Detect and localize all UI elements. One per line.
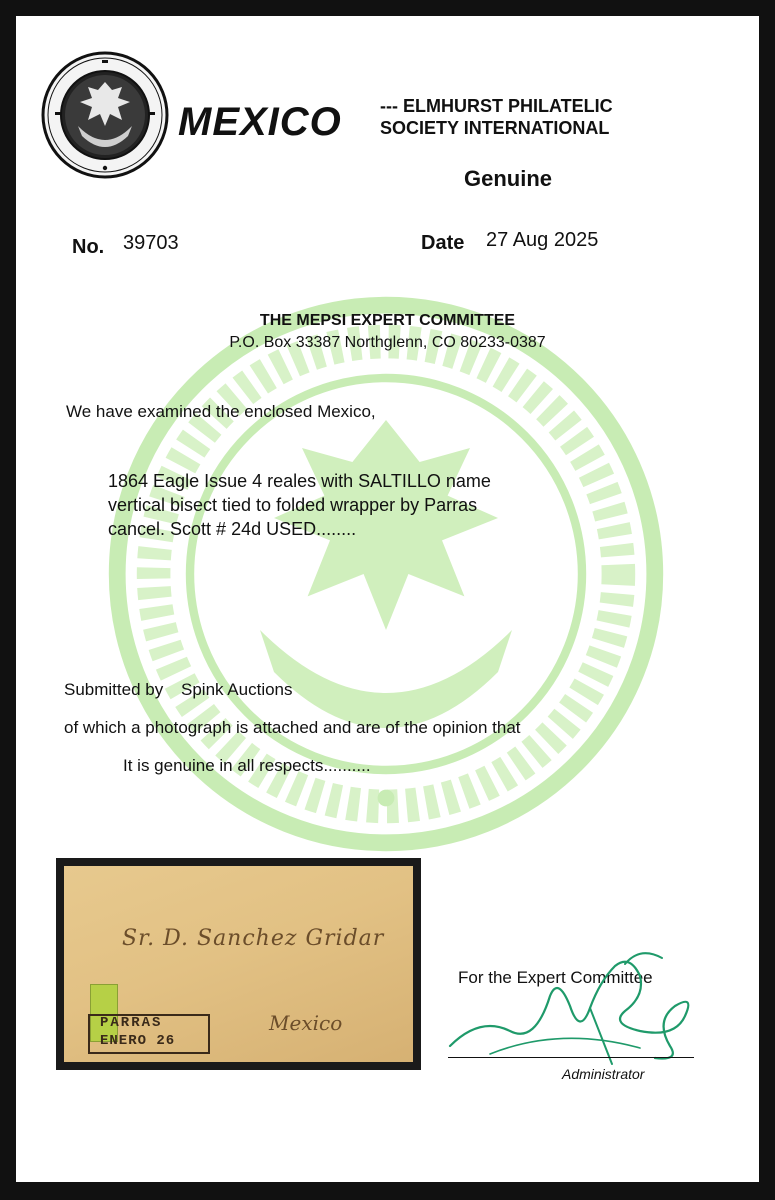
committee-address: P.O. Box 33387 Northglenn, CO 80233-0387 (229, 334, 546, 351)
society-name (380, 95, 613, 139)
signer-title: Administrator (562, 1066, 645, 1082)
certificate (16, 16, 759, 1182)
wrapper-address-line2: Mexico (269, 1011, 343, 1035)
for-committee-label: For the Expert Committee (458, 968, 653, 987)
handwritten-signature (440, 936, 710, 1076)
photo-statement: of which a photograph is attached and are of the opinion that (64, 718, 521, 737)
signature-line (448, 1057, 694, 1058)
submitted-by-label: Submitted by (64, 680, 164, 699)
country-title: MEXICO (178, 100, 342, 144)
society-seal-logo (40, 50, 170, 180)
submitter-name: Spink Auctions (181, 680, 293, 699)
society-name-line2: SOCIETY INTERNATIONAL (380, 118, 610, 138)
certificate-number-label: No. (72, 236, 105, 258)
item-description (108, 469, 491, 541)
opinion-heading: Genuine (464, 166, 553, 191)
folded-wrapper (64, 866, 413, 1062)
description-line: vertical bisect tied to folded wrapper by Parras (108, 495, 478, 515)
certificate-date: 27 Aug 2025 (486, 229, 599, 251)
description-line: 1864 Eagle Issue 4 reales with SALTILLO name (108, 471, 491, 491)
date-label: Date (421, 232, 465, 254)
cancel-town: PARRAS (100, 1015, 163, 1031)
cancel-date: ENERO 26 (100, 1033, 176, 1049)
examined-statement: We have examined the enclosed Mexico, (66, 402, 376, 421)
description-line: cancel. Scott # 24d USED........ (108, 519, 357, 539)
society-name-line1: --- ELMHURST PHILATELIC (380, 96, 613, 116)
conclusion-statement: It is genuine in all respects.......... (123, 756, 371, 775)
committee-name: THE MEPSI EXPERT COMMITTEE (259, 312, 516, 329)
item-photograph (56, 858, 421, 1070)
certificate-number: 39703 (123, 232, 179, 254)
wrapper-address-line1: Sr. D. Sanchez Gridar (122, 926, 385, 951)
